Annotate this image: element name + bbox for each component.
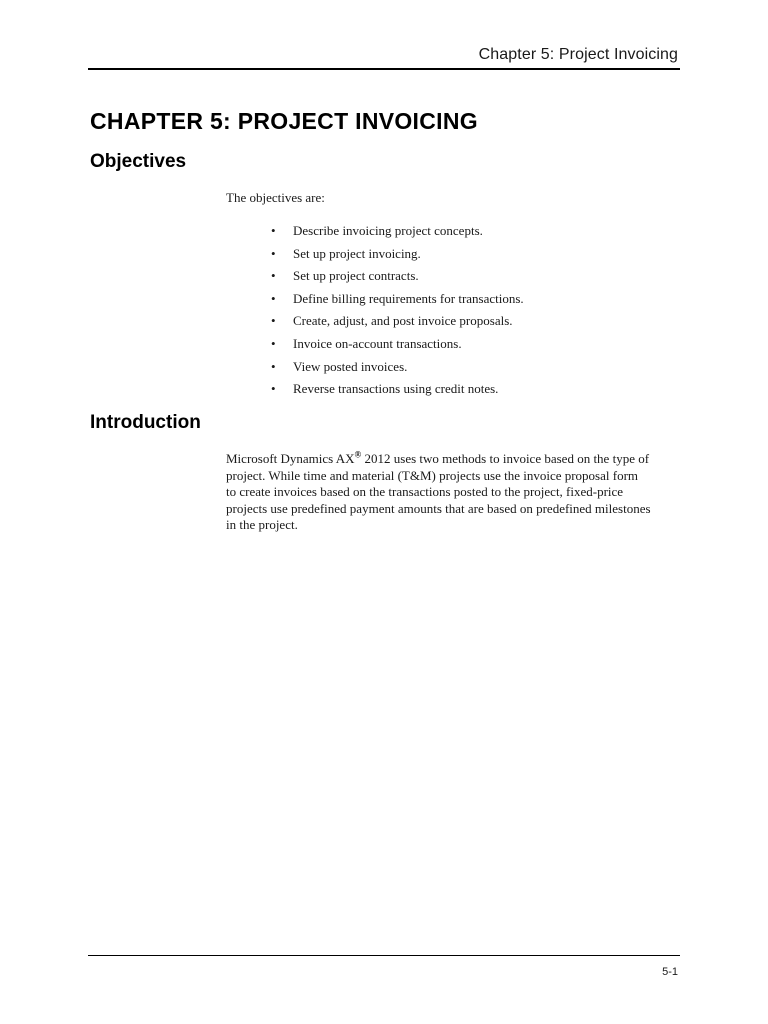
list-item [226, 223, 524, 246]
header-rule [88, 68, 680, 70]
bullet-icon: • [271, 358, 276, 374]
chapter-title: CHAPTER 5: PROJECT INVOICING [90, 108, 478, 134]
bullet-icon: • [271, 335, 276, 351]
list-item [226, 336, 524, 359]
list-item [226, 268, 524, 291]
paragraph-line: to create invoices based on the transactions posted to the project, fixed-price [226, 484, 624, 499]
bullet-icon: • [271, 223, 276, 238]
objective-text: Invoice on-account transactions. [293, 335, 462, 351]
running-header: Chapter 5: Project Invoicing [478, 46, 678, 63]
introduction-heading: Introduction [90, 412, 201, 433]
objective-text: Create, adjust, and post invoice proposals. [293, 313, 513, 329]
bullet-icon: • [271, 313, 276, 329]
paragraph-line: projects use predefined payment amounts that are based on predefined milestones [226, 500, 651, 516]
objective-text: Define billing requirements for transactions. [293, 290, 524, 306]
list-item [226, 381, 524, 404]
objectives-list [226, 223, 524, 404]
bullet-icon: • [271, 381, 276, 397]
objectives-heading: Objectives [90, 151, 187, 172]
introduction-paragraph [226, 451, 686, 534]
bullet-icon: • [271, 268, 276, 284]
paragraph-line: in the project. [226, 517, 298, 532]
paragraph-lead: Microsoft Dynamics AX [226, 451, 355, 466]
registered-mark: ® [354, 449, 362, 460]
list-item [226, 246, 524, 269]
paragraph-line: project. While time and material (T&M) projects use the invoice proposal form [226, 467, 639, 483]
list-item [226, 359, 524, 382]
list-item [226, 291, 524, 314]
objective-text: View posted invoices. [293, 358, 408, 374]
paragraph-line: 2012 uses two methods to invoice based on the type of [361, 451, 650, 466]
bullet-icon: • [271, 290, 276, 306]
bullet-icon: • [271, 245, 276, 261]
objectives-intro: The objectives are: [226, 190, 325, 205]
objective-text: Set up project invoicing. [293, 245, 421, 261]
list-item [226, 313, 524, 336]
objective-text: Reverse transactions using credit notes. [293, 381, 499, 397]
page-number: 5-1 [662, 966, 678, 978]
objective-text: Set up project contracts. [293, 268, 419, 284]
footer-rule [88, 955, 680, 956]
objective-text: Describe invoicing project concepts. [293, 223, 483, 238]
